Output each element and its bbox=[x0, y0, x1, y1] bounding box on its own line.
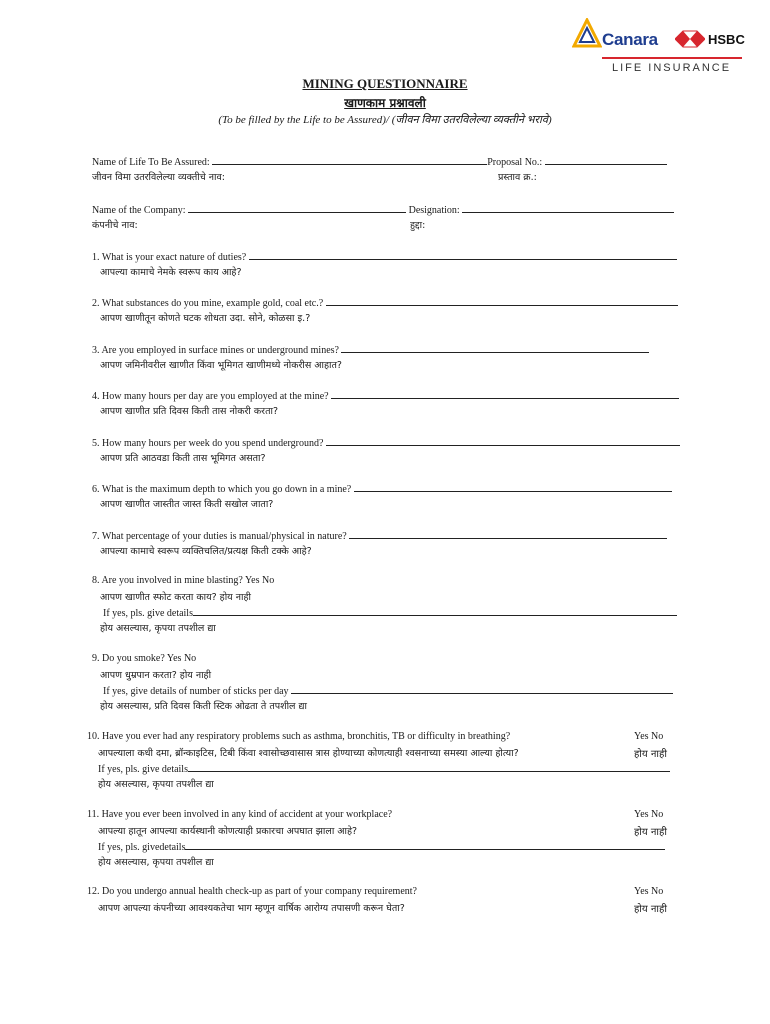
question-12-yes-no[interactable]: Yes No bbox=[634, 886, 664, 897]
question-8-details-marathi: होय असल्यास, कृपया तपशील द्या bbox=[100, 623, 216, 634]
question-5-marathi: आपण प्रति आठवडा किती तास भूमिगत असता? bbox=[100, 453, 266, 464]
name-of-life-field[interactable] bbox=[212, 155, 487, 165]
page-title: MINING QUESTIONNAIRE bbox=[302, 76, 468, 91]
hsbc-hexagon-icon bbox=[675, 30, 705, 48]
question-12-marathi: आपण आपल्या कंपनीच्या आवश्यकतेचा भाग म्हणून वार्षिक आरोग्य तपासणी करून घेता? bbox=[98, 903, 405, 914]
answer-6-field[interactable] bbox=[354, 482, 672, 492]
question-4: 4. How many hours per day are you employed at the mine? bbox=[92, 389, 679, 402]
question-11-details: If yes, pls. givedetails bbox=[98, 840, 665, 853]
proposal-field[interactable] bbox=[545, 155, 667, 165]
answer-2-field[interactable] bbox=[326, 296, 678, 306]
answer-8-details-field[interactable] bbox=[193, 606, 677, 616]
question-11-yes-no-marathi[interactable]: होय नाही bbox=[634, 827, 667, 838]
company-marathi-label: कंपनीचे नाव: bbox=[92, 220, 138, 231]
question-9-details: If yes, give details of number of sticks per day bbox=[103, 684, 673, 697]
question-10-yes-no[interactable]: Yes No bbox=[634, 731, 664, 742]
proposal-marathi-label: प्रस्ताव क्र.: bbox=[498, 172, 537, 183]
answer-5-field[interactable] bbox=[326, 436, 680, 446]
logo-divider bbox=[602, 57, 742, 59]
question-3: 3. Are you employed in surface mines or underground mines? bbox=[92, 343, 649, 356]
canara-hsbc-logo bbox=[572, 18, 752, 78]
question-4-marathi: आपण खाणीत प्रति दिवस किती तास नोकरी करता? bbox=[100, 406, 278, 417]
question-7-marathi: आपल्या कामाचे स्वरूप व्यक्तिचलित/प्रत्यक्ष किती टक्के आहे? bbox=[100, 546, 312, 557]
question-9-details-marathi: होय असल्यास, प्रति दिवस किती स्टिक ओढता ते तपशील द्या bbox=[100, 701, 307, 712]
answer-7-field[interactable] bbox=[349, 529, 667, 539]
company-label: Name of the Company: bbox=[92, 205, 186, 216]
question-1: 1. What is your exact nature of duties? bbox=[92, 250, 677, 263]
name-of-life-row bbox=[92, 155, 667, 168]
question-10: 10. Have you ever had any respiratory problems such as asthma, bronchitis, TB or difficulty in breathing? bbox=[87, 731, 511, 742]
question-11-details-marathi: होय असल्यास, कृपया तपशील द्या bbox=[98, 857, 214, 868]
question-10-details-marathi: होय असल्यास, कृपया तपशील द्या bbox=[98, 779, 214, 790]
designation-field[interactable] bbox=[462, 203, 674, 213]
answer-4-field[interactable] bbox=[331, 389, 679, 399]
question-10-details: If yes, pls. give details bbox=[98, 762, 670, 775]
question-12-yes-no-marathi[interactable]: होय नाही bbox=[634, 904, 667, 915]
question-6-marathi: आपण खाणीत जास्तीत जास्त किती सखोल जाता? bbox=[100, 499, 274, 510]
canara-triangle-icon bbox=[572, 18, 602, 52]
question-11: 11. Have you ever been involved in any kind of accident at your workplace? bbox=[87, 809, 393, 820]
question-9-marathi: आपण धुम्रपान करता? होय नाही bbox=[100, 670, 212, 681]
proposal-label: Proposal No.: bbox=[487, 157, 543, 168]
answer-11-details-field[interactable] bbox=[185, 840, 665, 850]
fill-instruction: (To be filled by the Life to be Assured)/ (जीवन विमा उतरविलेल्या व्यक्तीने भरावे) bbox=[218, 114, 552, 126]
question-5: 5. How many hours per week do you spend underground? bbox=[92, 436, 680, 449]
question-10-marathi: आपल्याला कधी दमा, ब्रॉन्काइटिस, टिबी किंवा श्वासोच्छवासास त्रास होण्याच्या कोणत्याही श्वसनाच्या समस्या आल्या होत्या? bbox=[98, 748, 519, 759]
question-12: 12. Do you undergo annual health check-up as part of your company requirement? bbox=[87, 886, 417, 897]
designation-label: Designation: bbox=[408, 205, 460, 216]
question-1-marathi: आपल्या कामाचे नेमके स्वरूप काय आहे? bbox=[100, 267, 242, 278]
answer-3-field[interactable] bbox=[341, 343, 649, 353]
question-11-yes-no[interactable]: Yes No bbox=[634, 809, 664, 820]
question-6: 6. What is the maximum depth to which you go down in a mine? bbox=[92, 482, 672, 495]
logo-brand: Canara bbox=[602, 30, 658, 49]
answer-10-details-field[interactable] bbox=[188, 762, 670, 772]
designation-marathi-label: हुद्दा: bbox=[410, 220, 426, 231]
question-8-details: If yes, pls. give details bbox=[103, 606, 677, 619]
question-2: 2. What substances do you mine, example gold, coal etc.? bbox=[92, 296, 678, 309]
question-7: 7. What percentage of your duties is manual/physical in nature? bbox=[92, 529, 667, 542]
question-2-marathi: आपण खाणीतून कोणते घटक शोधता उदा. सोने, कोळसा इ.? bbox=[100, 313, 311, 324]
answer-1-field[interactable] bbox=[249, 250, 677, 260]
company-row bbox=[92, 203, 674, 216]
logo-partner: HSBC bbox=[708, 32, 745, 47]
name-of-life-marathi-label: जीवन विमा उतरविलेल्या व्यक्तीचे नाव: bbox=[92, 172, 226, 183]
question-3-marathi: आपण जमिनीवरील खाणीत किंवा भूमिगत खाणीमध्ये नोकरीस आहात? bbox=[100, 360, 342, 371]
question-10-yes-no-marathi[interactable]: होय नाही bbox=[634, 749, 667, 760]
answer-9-details-field[interactable] bbox=[291, 684, 673, 694]
question-8: 8. Are you involved in mine blasting? Yes No bbox=[92, 575, 275, 586]
question-11-marathi: आपल्या हातून आपल्या कार्यस्थानी कोणत्याही प्रकारचा अपघात झाला आहे? bbox=[98, 826, 358, 837]
name-of-life-label: Name of Life To Be Assured: bbox=[92, 157, 210, 168]
question-9: 9. Do you smoke? Yes No bbox=[92, 653, 197, 664]
question-8-marathi: आपण खाणीत स्फोट करता काय? होय नाही bbox=[100, 592, 251, 603]
page-title-marathi: खाणकाम प्रश्नावली bbox=[344, 96, 426, 110]
company-field[interactable] bbox=[188, 203, 406, 213]
logo-tagline: LIFE INSURANCE bbox=[612, 62, 732, 74]
